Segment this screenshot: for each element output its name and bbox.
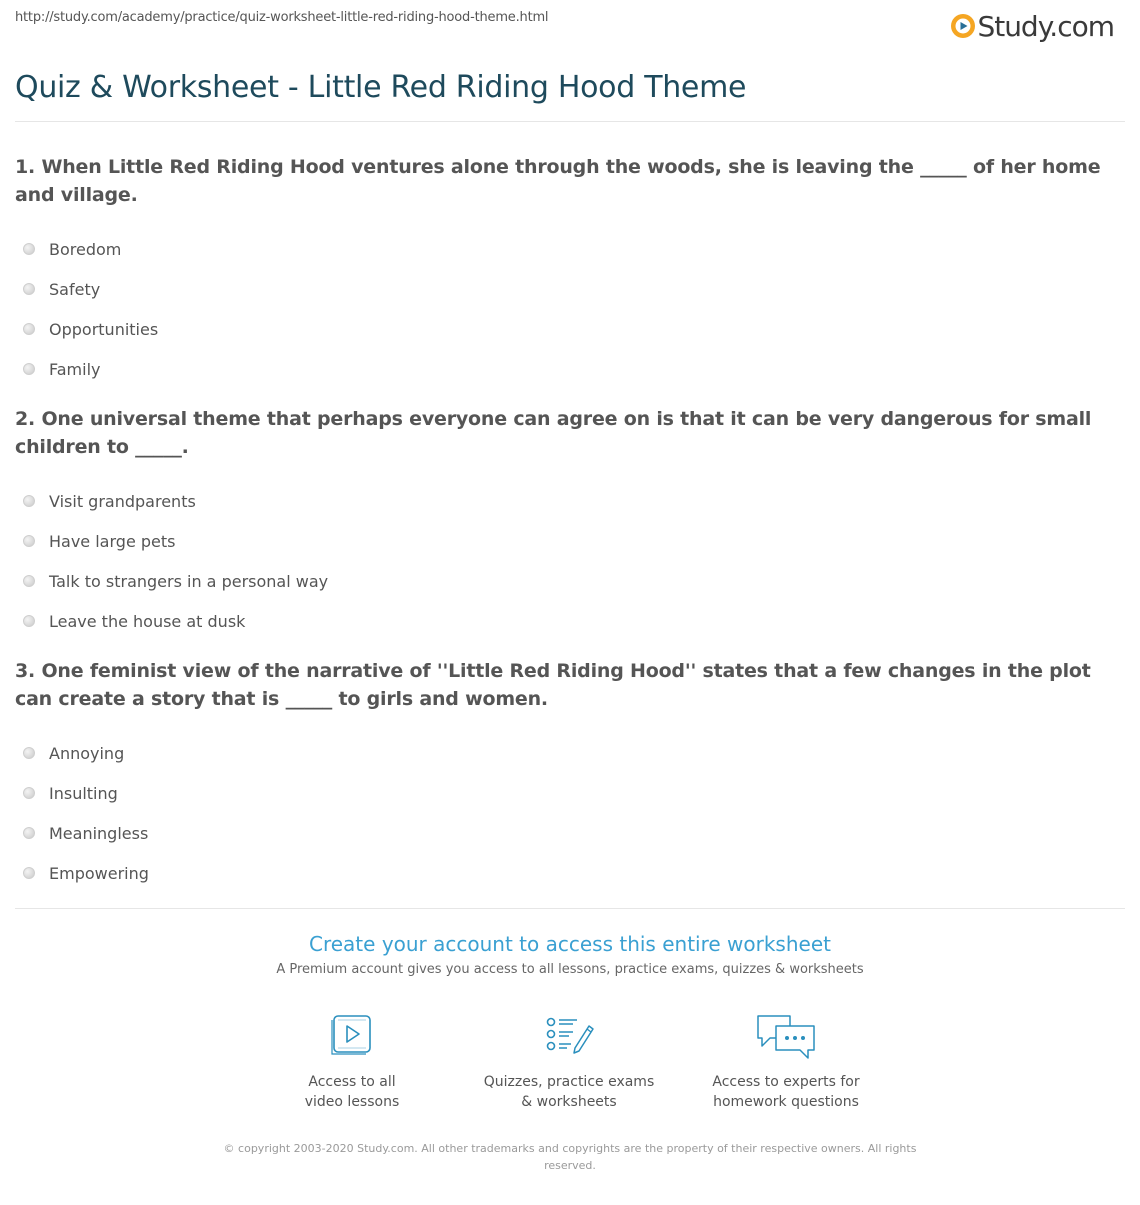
- footer-line: reserved.: [544, 1159, 596, 1172]
- option[interactable]: [15, 521, 1122, 561]
- option-label: Meaningless: [49, 823, 149, 843]
- page-title: Quiz & Worksheet - Little Red Riding Hood Theme: [15, 70, 747, 105]
- radio-button[interactable]: [23, 283, 35, 295]
- feature-experts: [691, 1010, 881, 1112]
- option-label: Empowering: [49, 863, 149, 883]
- option[interactable]: [15, 853, 1122, 893]
- question-text: 2. One universal theme that perhaps everyone can agree on is that it can be very dangerous for small children to _____.: [15, 408, 1092, 458]
- cta-title-link[interactable]: Create your account to access this entire worksheet: [309, 932, 831, 956]
- option[interactable]: [15, 229, 1122, 269]
- radio-button[interactable]: [23, 827, 35, 839]
- question-3: [15, 657, 1122, 893]
- quiz-checklist-icon: [539, 1010, 599, 1062]
- feature-label: [691, 1072, 881, 1112]
- option[interactable]: [15, 269, 1122, 309]
- option-label: Boredom: [49, 239, 122, 259]
- option-label: Talk to strangers in a personal way: [49, 571, 329, 591]
- feature-label-line: homework questions: [713, 1094, 859, 1110]
- option-label: Family: [49, 359, 101, 379]
- feature-label-line: video lessons: [304, 1094, 400, 1110]
- feature-video-lessons: [257, 1010, 447, 1112]
- question-text: 3. One feminist view of the narrative of ''Little Red Riding Hood'' states that a few changes in the plot can create a story that is _____ to girls and women.: [15, 660, 1091, 710]
- option[interactable]: [15, 813, 1122, 853]
- play-circle-icon: [950, 13, 976, 39]
- page-url: http://study.com/academy/practice/quiz-worksheet-little-red-riding-hood-theme.html: [15, 10, 549, 25]
- feature-label-line: Quizzes, practice exams: [483, 1074, 655, 1090]
- radio-button[interactable]: [23, 615, 35, 627]
- question-text: 1. When Little Red Riding Hood ventures alone through the woods, she is leaving the _____ of her home and village.: [15, 156, 1101, 206]
- logo-text: Study.com: [977, 9, 1114, 43]
- option-label: Safety: [49, 279, 101, 299]
- options-list: [15, 229, 1122, 389]
- radio-button[interactable]: [23, 323, 35, 335]
- radio-button[interactable]: [23, 747, 35, 759]
- option[interactable]: [15, 309, 1122, 349]
- chat-bubbles-icon: [754, 1010, 818, 1062]
- top-bar: [15, 0, 1125, 60]
- question-1: [15, 153, 1122, 389]
- feature-label-line: Access to all: [308, 1074, 396, 1090]
- option[interactable]: [15, 601, 1122, 641]
- radio-button[interactable]: [23, 495, 35, 507]
- study-logo[interactable]: [950, 6, 1114, 46]
- feature-label: [474, 1072, 664, 1112]
- option[interactable]: [15, 773, 1122, 813]
- feature-label-line: Access to experts for: [712, 1074, 860, 1090]
- option-label: Insulting: [49, 783, 118, 803]
- options-list: [15, 733, 1122, 893]
- option[interactable]: [15, 481, 1122, 521]
- options-list: [15, 481, 1122, 641]
- radio-button[interactable]: [23, 867, 35, 879]
- signup-cta: [0, 930, 1140, 977]
- radio-button[interactable]: [23, 363, 35, 375]
- feature-quizzes: [474, 1010, 664, 1112]
- copyright-footer: [215, 1140, 925, 1174]
- footer-line: © copyright 2003-2020 Study.com. All other trademarks and copyrights are the property of their respective owners. All rights: [223, 1142, 917, 1155]
- option[interactable]: [15, 733, 1122, 773]
- radio-button[interactable]: [23, 787, 35, 799]
- option[interactable]: [15, 349, 1122, 389]
- feature-label-line: & worksheets: [521, 1094, 617, 1110]
- question-2: [15, 405, 1122, 641]
- option-label: Annoying: [49, 743, 125, 763]
- option-label: Opportunities: [49, 319, 159, 339]
- option-label: Visit grandparents: [49, 491, 196, 511]
- cta-divider: [15, 908, 1125, 909]
- radio-button[interactable]: [23, 575, 35, 587]
- feature-label: [257, 1072, 447, 1112]
- video-lesson-icon: [322, 1010, 382, 1062]
- radio-button[interactable]: [23, 243, 35, 255]
- cta-subtitle: A Premium account gives you access to all lessons, practice exams, quizzes & worksheets: [276, 962, 864, 977]
- title-divider: [15, 121, 1125, 122]
- option[interactable]: [15, 561, 1122, 601]
- radio-button[interactable]: [23, 535, 35, 547]
- option-label: Have large pets: [49, 531, 176, 551]
- option-label: Leave the house at dusk: [49, 611, 246, 631]
